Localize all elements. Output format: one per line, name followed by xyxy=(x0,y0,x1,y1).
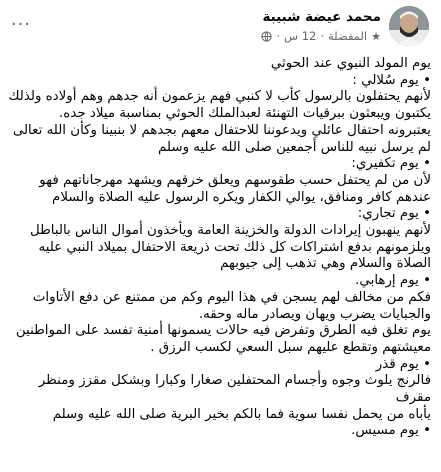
post-line: يأباه من يحمل نفسا سوية فما بالكم بخير البرية صلى الله عليه وسلم xyxy=(52,406,431,422)
post-line: فكم من مخالف لهم يسجن في هذا اليوم وكم من ممتنع عن دفع الأتاوات xyxy=(32,289,431,305)
post-line: يوم تغلق فيه الطرق وتفرض فيه حالات يسمونها أمنية تفسد على المواطنين xyxy=(15,323,431,339)
post-line: عندهم كافر ومنافق، يوالي الكفار ويكره الرسول عليه الصلاة والسلام xyxy=(52,189,431,205)
post-line: لأنهم يحتفلون بالرسول كأب لا كنبي فهم يزعمون أنه جدهم وهم أولاده ولذلك xyxy=(8,89,431,105)
post-line: يعتبرونه احتفال عائلي ويدعوننا للاحتفال معهم بجدهم لا بنبينا وكأن الله تعالى xyxy=(12,122,431,138)
post-time[interactable]: 12 س xyxy=(284,29,317,43)
post-line: فالرنج يلوث وجوه وأجسام المحتفلين صغارا وكبارا وبشكل مقزز ومنظر مقرف xyxy=(38,373,431,406)
meta-separator: · xyxy=(320,29,324,43)
meta-separator-2: · xyxy=(276,29,280,43)
post-line: يكتبون ويبعثون ببرقيات التهنئة لعبدالملك الحوثي بمناسبة ميلاد جده. xyxy=(59,106,431,122)
author-name[interactable]: محمد عيضة شبيبة xyxy=(262,9,381,25)
audience-label[interactable]: المفضلة xyxy=(328,29,368,43)
globe-icon xyxy=(261,31,272,42)
post-body xyxy=(8,56,431,440)
post-line: لم يرسل نبيه للناس أجمعين صلى الله عليه وسلم xyxy=(158,139,431,155)
post-line: • يوم إرهابي. xyxy=(355,273,431,289)
post-line: • يوم تكفيري: xyxy=(351,156,431,172)
post-line: معيشتهم وتقطع عليهم سبل السعي لكسب الرزق . xyxy=(150,339,431,355)
post-line: الصلاة والسلام وهي تذهب إلى جيوبهم xyxy=(220,256,431,272)
post-line: • يوم مسيس. xyxy=(351,423,431,439)
more-options-button[interactable]: ··· xyxy=(10,13,32,35)
post-meta xyxy=(261,29,381,43)
post-line: ويلزمونهم بدفع اشتراكات كل ذلك تحت ذريعة الاحتفال بميلاد النبي عليه xyxy=(38,239,431,255)
favorites-star-icon: ★ xyxy=(371,29,381,43)
avatar[interactable] xyxy=(389,6,429,46)
post-line: • يوم تجاري: xyxy=(357,206,431,222)
avatar-image xyxy=(389,6,429,46)
post-line: والجبايات يضرب ويهان ويصادر ماله وحقه. xyxy=(198,306,431,322)
post-line: • يوم سُلالي : xyxy=(352,72,431,88)
post-line: يوم المولد النبوي عند الحوثي xyxy=(270,56,431,71)
post-header xyxy=(0,0,441,54)
post-line: • يوم قذر xyxy=(375,356,431,372)
post-line: لأن من لم يحتفل حسب طقوسهم ويعلق خرقهم ويشهد مهرجاناتهم فهو xyxy=(39,172,431,188)
post-line: لأنهم ينهبون إيرادات الدولة والخزينة العامة ويأخذون أموال الناس بالباطل xyxy=(29,223,431,239)
